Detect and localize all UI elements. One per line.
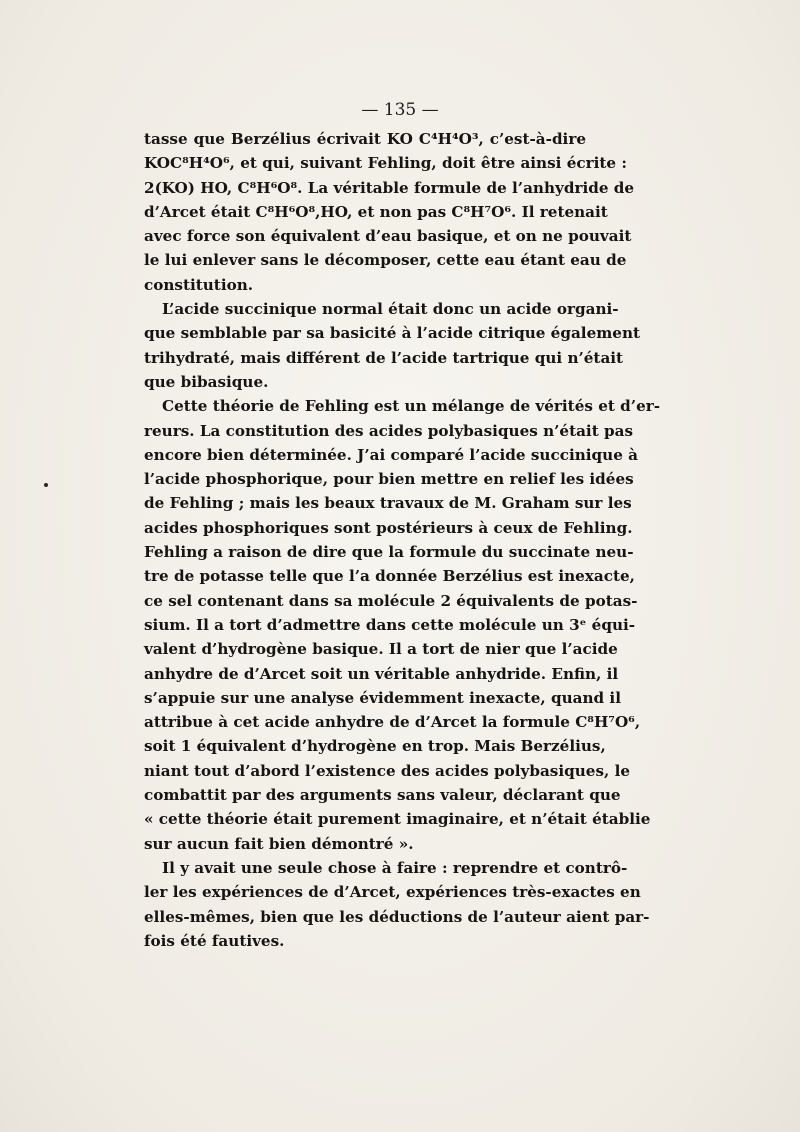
paragraph-first-line: Cette théorie de Fehling est un mélange de vérités et d’er- — [162, 397, 661, 416]
text-line: « cette théorie était purement imaginaire, et n’était établie — [144, 810, 651, 829]
body-text — [144, 127, 661, 953]
text-line: sium. Il a tort d’admettre dans cette molécule un 3ᵉ équi- — [144, 615, 636, 634]
text-line: soit 1 équivalent d’hydrogène en trop. Mais Berzélius, — [144, 737, 606, 756]
text-line: ler les expériences de d’Arcet, expériences très-exactes en — [144, 883, 641, 902]
text-line: KOC⁸H⁴O⁶, et qui, suivant Fehling, doit être ainsi écrite : — [144, 154, 627, 173]
text-line: combattit par des arguments sans valeur, déclarant que — [144, 786, 621, 805]
text-line: s’appuie sur une analyse évidemment inexacte, quand il — [144, 688, 621, 707]
text-line: le lui enlever sans le décomposer, cette eau étant eau de — [144, 251, 627, 270]
text-line: avec force son équivalent d’eau basique, et on ne pouvait — [144, 227, 632, 246]
text-line: trihydraté, mais différent de l’acide tartrique qui n’était — [144, 348, 624, 367]
text-line: que semblable par sa basicité à l’acide citrique également — [144, 324, 641, 343]
text-line: valent d’hydrogène basique. Il a tort de nier que l’acide — [144, 640, 618, 659]
text-line: elles-mêmes, bien que les déductions de l’auteur aient par- — [144, 907, 650, 926]
text-line: encore bien déterminée. J’ai comparé l’acide succinique à — [144, 445, 638, 464]
text-line: niant tout d’abord l’existence des acides polybasiques, le — [144, 761, 631, 780]
text-line: tre de potasse telle que l’a donnée Berzélius est inexacte, — [144, 567, 635, 586]
text-line: sur aucun fait bien démontré ». — [144, 834, 414, 853]
text-line: 2(KO) HO, C⁸H⁶O⁸. La véritable formule de l’anhydride de — [144, 178, 635, 197]
text-line: ce sel contenant dans sa molécule 2 équivalents de potas- — [144, 591, 638, 610]
text-line: l’acide phosphorique, pour bien mettre en relief les idées — [144, 470, 634, 489]
text-line: que bibasique. — [144, 372, 269, 391]
paragraph-first-line: Il y avait une seule chose à faire : reprendre et contrô- — [162, 858, 628, 877]
text-line: reurs. La constitution des acides polybasiques n’était pas — [144, 421, 634, 440]
text-line: constitution. — [144, 275, 254, 294]
text-line: tasse que Berzélius écrivait KO C⁴H⁴O³, c’est-à-dire — [144, 130, 586, 148]
text-line: acides phosphoriques sont postérieurs à ceux de Fehling. — [144, 518, 633, 537]
page-number: — 135 — — [361, 100, 439, 120]
text-line: anhydre de d’Arcet soit un véritable anhydride. Enfin, il — [144, 664, 619, 683]
text-line: attribue à cet acide anhydre de d’Arcet la formule C⁸H⁷O⁶, — [144, 713, 641, 732]
text-line: d’Arcet était C⁸H⁶O⁸,HO, et non pas C⁸H⁷O⁶. Il retenait — [144, 202, 608, 221]
text-line: fois été fautives. — [144, 931, 285, 950]
text-line: de Fehling ; mais les beaux travaux de M. Graham sur les — [144, 494, 632, 513]
ink-speck — [44, 483, 48, 487]
paragraph-first-line: L’acide succinique normal était donc un acide organi- — [162, 300, 619, 319]
text-line: Fehling a raison de dire que la formule du succinate neu- — [144, 543, 634, 562]
